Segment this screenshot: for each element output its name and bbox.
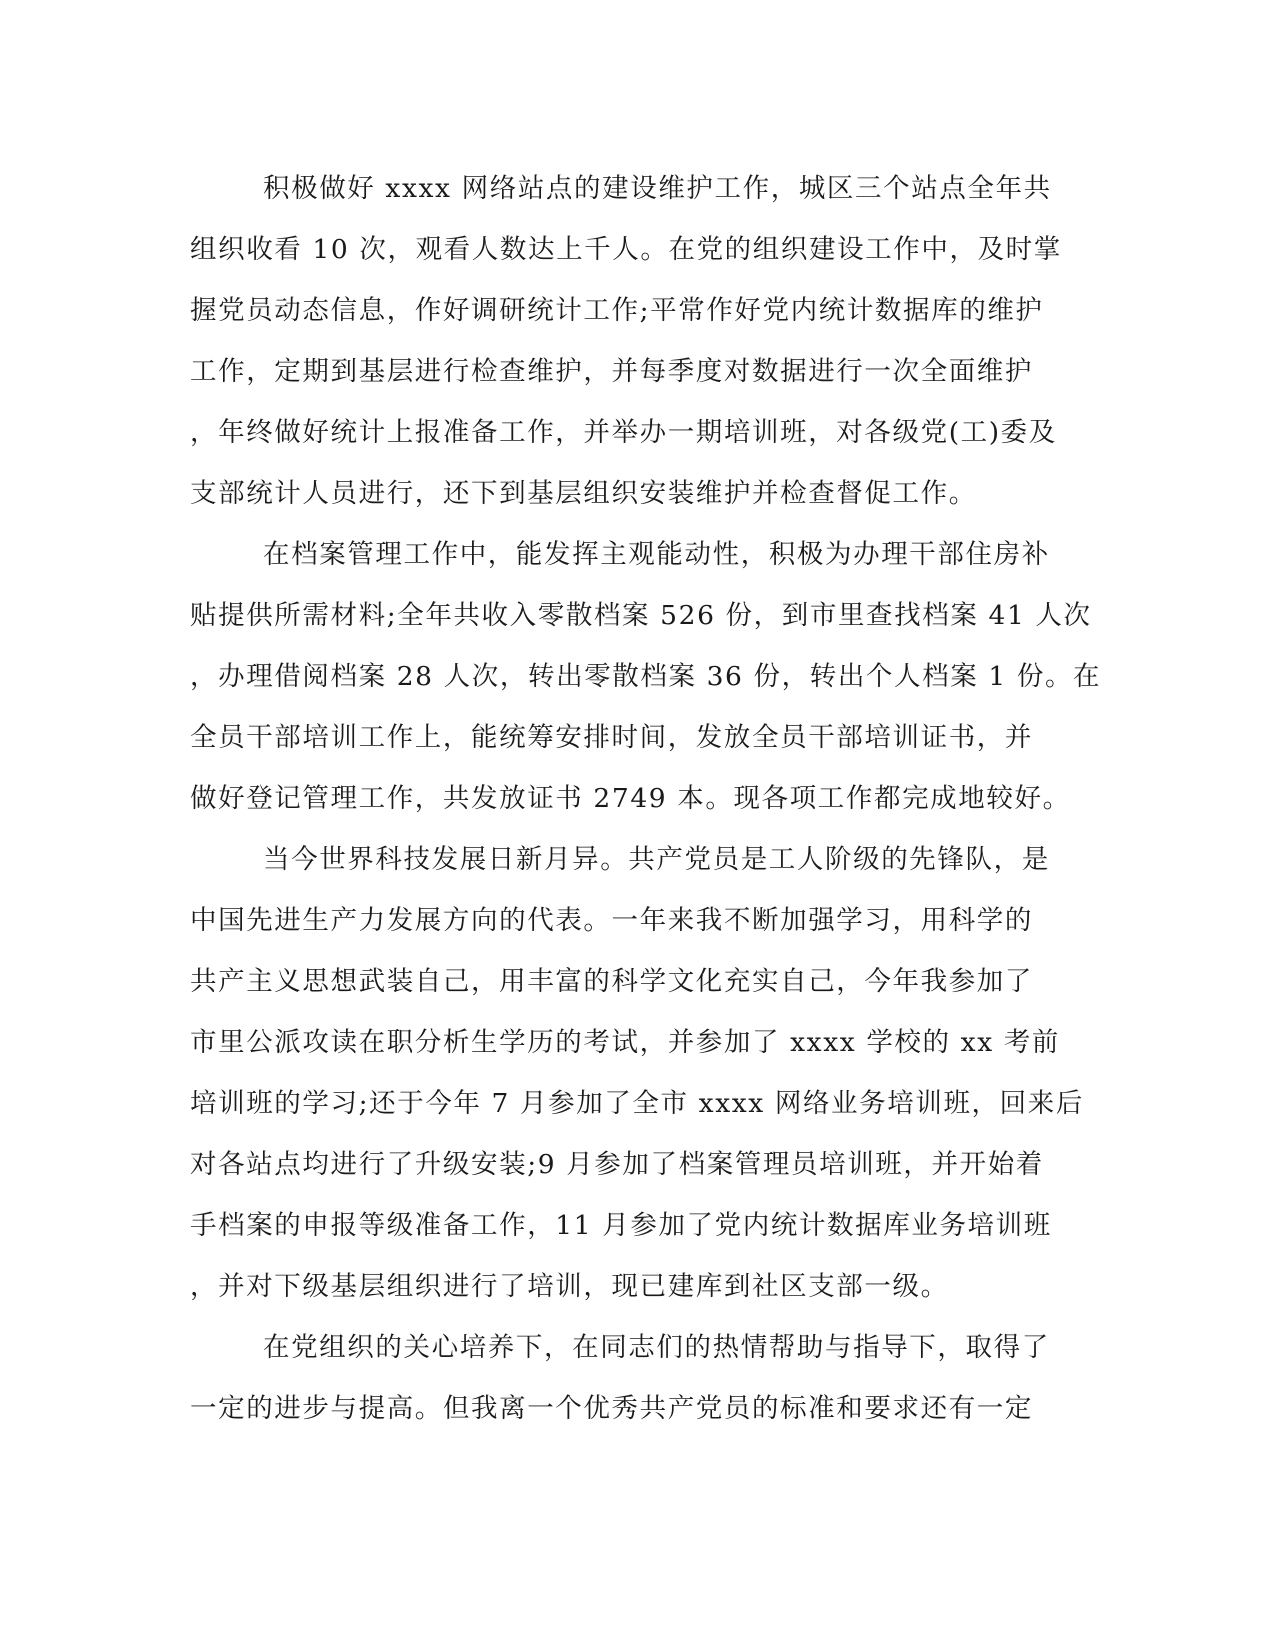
- paragraph-4-line-2: 一定的进步与提高。但我离一个优秀共产党员的标准和要求还有一定: [190, 1393, 1033, 1424]
- paragraph-3-line-2: 中国先进生产力发展方向的代表。一年来我不断加强学习，用科学的: [190, 905, 1033, 936]
- paragraph-1-line-5: ，年终做好统计上报准备工作，并举办一期培训班，对各级党(工)委及: [190, 417, 1057, 448]
- paragraph-2-line-5: 做好登记管理工作，共发放证书 2749 本。现各项工作都完成地较好。: [190, 783, 1071, 814]
- paragraph-3-line-3: 共产主义思想武装自己，用丰富的科学文化充实自己，今年我参加了: [190, 966, 1033, 997]
- paragraph-2-line-1: 在档案管理工作中，能发挥主观能动性，积极为办理干部住房补: [263, 539, 1050, 570]
- paragraph-3-line-6: 对各站点均进行了升级安装;9 月参加了档案管理员培训班，并开始着: [190, 1149, 1044, 1180]
- paragraph-3-line-5: 培训班的学习;还于今年 7 月参加了全市 xxxx 网络业务培训班，回来后: [190, 1088, 1084, 1119]
- paragraph-3-line-8: ，并对下级基层组织进行了培训，现已建库到社区支部一级。: [190, 1271, 949, 1302]
- paragraph-3-line-4: 市里公派攻读在职分析生学历的考试，并参加了 xxxx 学校的 xx 考前: [190, 1027, 1060, 1058]
- body-text: [190, 158, 1102, 1439]
- paragraph-4-line-1: 在党组织的关心培养下，在同志们的热情帮助与指导下，取得了: [263, 1332, 1050, 1363]
- paragraph-2-line-4: 全员干部培训工作上，能统筹安排时间，发放全员干部培训证书，并: [190, 722, 1033, 753]
- paragraph-1-line-1: 积极做好 xxxx 网络站点的建设维护工作，城区三个站点全年共: [263, 173, 1052, 204]
- paragraph-2-line-3: ，办理借阅档案 28 人次，转出零散档案 36 份，转出个人档案 1 份。在: [190, 661, 1102, 692]
- paragraph-1-line-4: 工作，定期到基层进行检查维护，并每季度对数据进行一次全面维护: [190, 356, 1033, 387]
- paragraph-3-line-1: 当今世界科技发展日新月异。共产党员是工人阶级的先锋队，是: [263, 844, 1050, 875]
- paragraph-2-line-2: 贴提供所需材料;全年共收入零散档案 526 份，到市里查找档案 41 人次: [190, 600, 1092, 631]
- paragraph-1-line-2: 组织收看 10 次，观看人数达上千人。在党的组织建设工作中，及时掌: [190, 234, 1062, 265]
- paragraph-3-line-7: 手档案的申报等级准备工作，11 月参加了党内统计数据库业务培训班: [190, 1210, 1052, 1241]
- paragraph-1-line-6: 支部统计人员进行，还下到基层组织安装维护并检查督促工作。: [190, 478, 977, 509]
- paragraph-1-line-3: 握党员动态信息，作好调研统计工作;平常作好党内统计数据库的维护: [190, 295, 1044, 326]
